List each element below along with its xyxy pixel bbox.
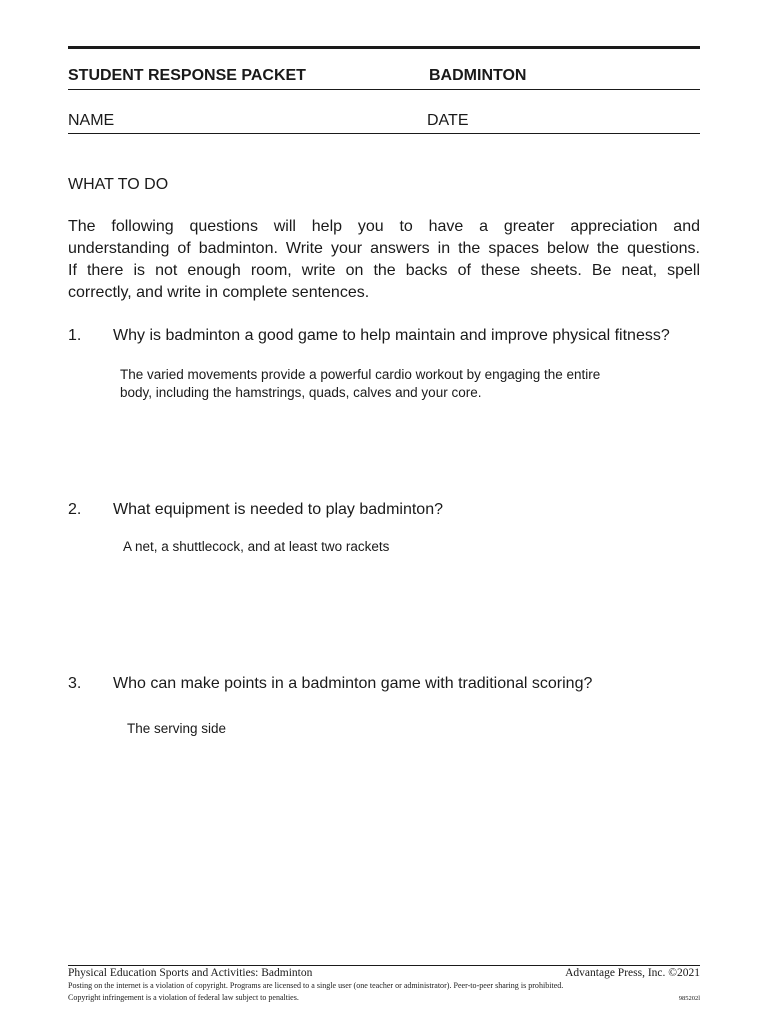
footer-rule [68, 965, 700, 966]
packet-label: STUDENT RESPONSE PACKET [68, 67, 306, 84]
topic-title: BADMINTON [429, 67, 527, 84]
question-number: 3. [68, 675, 82, 692]
question-text: Why is badminton a good game to help maintain and improve physical fitness? [113, 327, 670, 344]
name-label: NAME [68, 112, 115, 129]
footer-code: 985202l [678, 995, 700, 1002]
answer-line: The serving side [127, 721, 227, 736]
instructions-line: understanding of badminton. Write your answers in the spaces below the questions. [68, 240, 700, 257]
footer-book-title: Physical Education Sports and Activities: Badminton [68, 967, 313, 979]
answer-line: body, including the hamstrings, quads, calves and your core. [120, 385, 482, 400]
question-text: What equipment is needed to play badminton? [113, 501, 443, 518]
header-rule [68, 89, 700, 90]
instructions-line: The following questions will help you to have a greater appreciation and [68, 218, 700, 235]
date-label: DATE [427, 112, 469, 129]
question-number: 2. [68, 501, 82, 518]
instructions-line: If there is not enough room, write on the backs of these sheets. Be neat, spell [68, 262, 700, 279]
footer-copyright-notice: Posting on the internet is a violation of copyright. Programs are licensed to a single user (one teacher or administrator). Peer-to-peer sharing is prohibited. [68, 981, 564, 990]
instructions-paragraph [68, 216, 700, 304]
answer-line: The varied movements provide a powerful cardio workout by engaging the entire [120, 367, 601, 382]
question-number: 1. [68, 327, 82, 344]
question-text: Who can make points in a badminton game with traditional scoring? [113, 675, 593, 692]
instructions-heading: WHAT TO DO [68, 176, 169, 193]
footer-publisher: Advantage Press, Inc. ©2021 [565, 967, 700, 979]
top-rule [68, 46, 700, 49]
footer-copyright-notice: Copyright infringement is a violation of federal law subject to penalties. [68, 993, 299, 1002]
name-date-rule [68, 133, 700, 134]
answer-line: A net, a shuttlecock, and at least two rackets [123, 539, 390, 554]
instructions-line: correctly, and write in complete sentences. [68, 284, 370, 301]
